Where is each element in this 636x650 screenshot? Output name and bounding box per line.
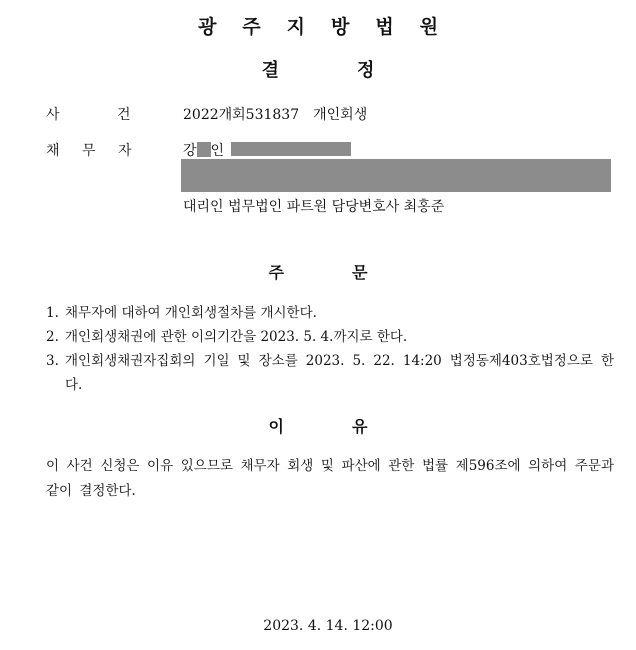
order-list: [46, 301, 614, 397]
debtor-name-first: 강: [183, 143, 197, 159]
order-item: [46, 325, 614, 349]
reason-heading-right: 유: [352, 417, 368, 436]
redaction-block-id: [231, 142, 351, 156]
reason-heading: [0, 414, 636, 437]
order-item-number: 3.: [46, 353, 59, 369]
order-item-text: 채무자에 대하여 개인회생절차를 개시한다.: [65, 305, 317, 321]
order-item-text: 개인회생채권자집회의 기일 및 장소를 2023. 5. 22. 14:20 법정동제403호법정으로 한다.: [65, 353, 614, 393]
order-heading: [0, 260, 636, 283]
reason-text: 이 사건 신청은 이유 있으므로 채무자 회생 및 파산에 관한 법률 제596조에 의하여 주문과 같이 결정한다.: [46, 458, 614, 499]
document-title: [0, 56, 636, 82]
debtor-name-last: 인: [210, 143, 225, 159]
court-name: 광주지방법원: [197, 16, 465, 38]
case-number: 2022개회531837: [183, 107, 300, 123]
reason-heading-left: 이: [268, 417, 284, 436]
order-heading-right: 문: [352, 263, 368, 282]
name-redaction: [197, 142, 211, 157]
debtor-label-char-2: 무: [82, 143, 96, 159]
order-item-number: 1.: [46, 305, 59, 321]
case-label: [46, 104, 146, 124]
debtor-label-char-1: 채: [46, 143, 60, 159]
redaction-block-address: [181, 159, 611, 192]
order-item: [46, 349, 614, 397]
debtor-agent: 대리인 법무법인 파트원 담당변호사 최홍준: [183, 199, 445, 215]
case-label-char-2: 건: [117, 107, 131, 123]
debtor-label: [46, 140, 146, 160]
order-item: [46, 301, 614, 325]
debtor-label-char-3: 자: [118, 143, 132, 159]
case-value: [183, 104, 367, 124]
document-title-right: 정: [357, 60, 375, 81]
case-type: 개인회생: [313, 107, 368, 123]
decision-date: 2023. 4. 14. 12:00: [263, 618, 393, 634]
order-heading-left: 주: [268, 263, 284, 282]
case-label-char-1: 사: [46, 107, 60, 123]
order-item-text: 개인회생채권에 관한 이의기간을 2023. 5. 4.까지로 한다.: [65, 329, 408, 345]
document-title-left: 결: [261, 60, 279, 81]
order-item-number: 2.: [46, 329, 59, 345]
debtor-name: [183, 140, 224, 160]
